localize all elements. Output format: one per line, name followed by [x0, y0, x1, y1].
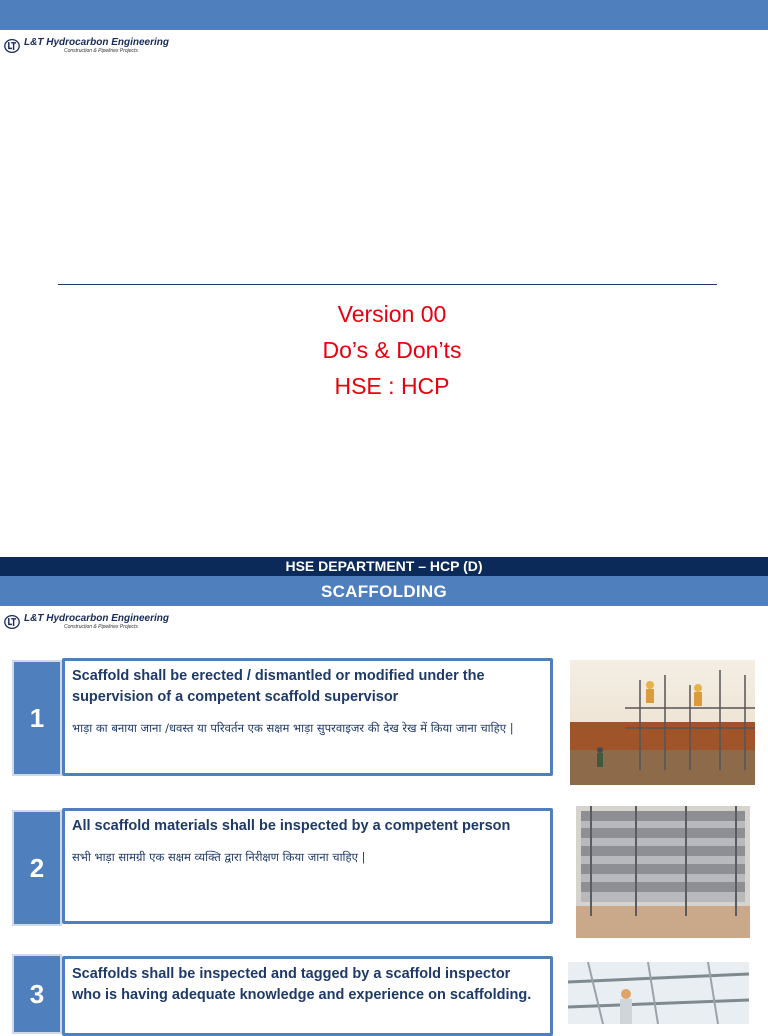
- item-text-box-3: [62, 956, 553, 1036]
- company-tagline: Construction & Pipelines Projects: [64, 624, 138, 630]
- item-english-2: All scaffold materials shall be inspected by a competent person: [72, 818, 511, 834]
- item-text-box-1: [62, 658, 553, 776]
- company-tagline: Construction & Pipelines Projects: [64, 48, 138, 54]
- scaffold-inspection-photo: [568, 962, 749, 1024]
- item-hindi-2: सभी भाड़ा सामग्री एक सक्षम व्यक्ति द्वारा निरीक्षण किया जाना चाहिए |: [72, 850, 366, 864]
- item-number-1: 1: [12, 660, 62, 776]
- title-divider: [58, 284, 717, 285]
- hse-hcp-label: HSE : HCP: [334, 373, 450, 399]
- top-header-bar: [0, 0, 768, 30]
- scaffold-erection-photo: [570, 660, 755, 785]
- company-logo-2: [4, 614, 169, 630]
- company-logo: [4, 38, 169, 54]
- department-footer: HSE DEPARTMENT – HCP (D): [0, 557, 768, 576]
- company-name: L&T Hydrocarbon Engineering: [24, 37, 170, 48]
- section-title-bar: SCAFFOLDING: [0, 576, 768, 606]
- version-label: Version 00: [337, 301, 447, 327]
- lt-logo-icon: [4, 38, 20, 54]
- company-name: L&T Hydrocarbon Engineering: [24, 613, 170, 624]
- item-english-1: Scaffold shall be erected / dismantled or modified under the supervision of a competent scaffold supervisor: [72, 668, 485, 705]
- scaffold-materials-photo: [576, 806, 750, 938]
- item-number-3: 3: [12, 954, 62, 1034]
- lt-logo-icon: [4, 614, 20, 630]
- item-text-box-2: [62, 808, 553, 924]
- item-english-3: Scaffolds shall be inspected and tagged by a scaffold inspector who is having adequate knowledge and experience on scaffolding.: [72, 966, 532, 1003]
- item-number-2: 2: [12, 810, 62, 926]
- item-hindi-1: भाड़ा का बनाया जाना /धवस्त या परिवर्तन एक सक्षम भाड़ा सुपरवाइजर की देख रेख में किया जाना चाहिए |: [72, 721, 514, 735]
- dos-donts-label: Do’s & Don’ts: [322, 337, 462, 363]
